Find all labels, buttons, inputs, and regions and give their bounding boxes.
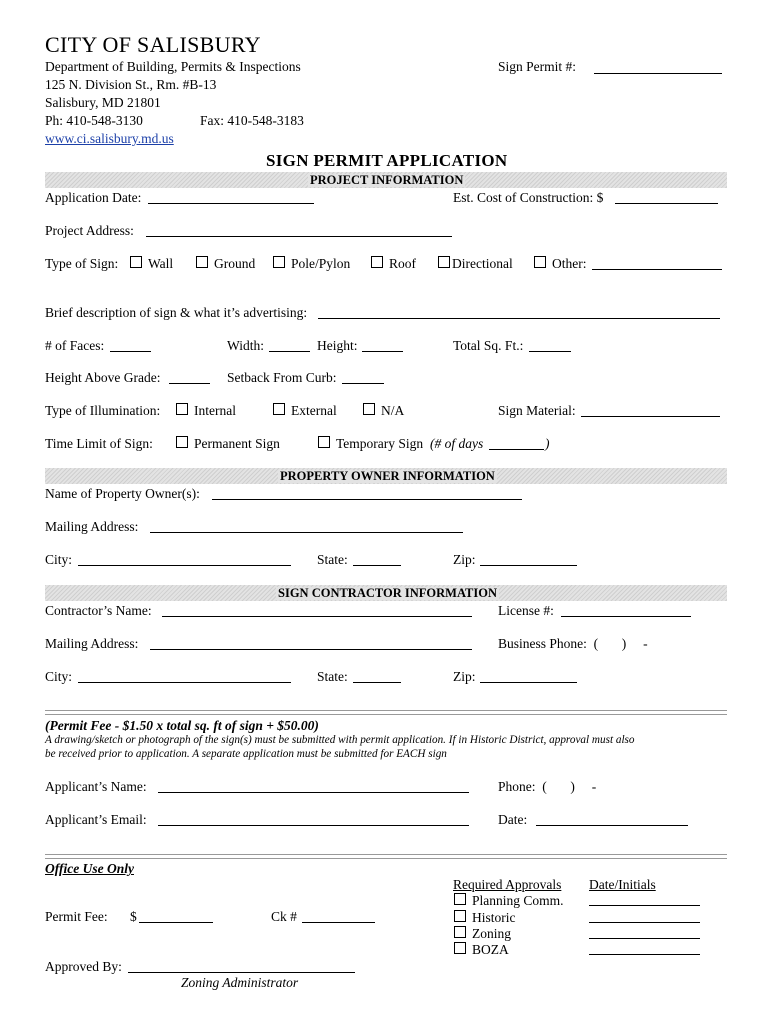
contractor-name-field[interactable] [162, 616, 472, 617]
contractor-mailing-address-label: Mailing Address: [45, 636, 139, 651]
approved-by-field[interactable] [128, 972, 355, 973]
contractor-state-label: State: [317, 669, 348, 684]
owner-mailing-address-label: Mailing Address: [45, 519, 139, 534]
owner-state-field[interactable] [353, 565, 401, 566]
sign-type-roof-checkbox[interactable] [371, 256, 383, 268]
address-line-1: 125 N. Division St., Rm. #B-13 [45, 77, 217, 92]
applicant-email-field[interactable] [158, 825, 469, 826]
submission-note-line-1: A drawing/sketch or photograph of the sign(s) must be submitted with permit application. If in Historic District, approval must also [45, 734, 635, 746]
sign-material-label: Sign Material: [498, 403, 576, 418]
project-information-title: PROJECT INFORMATION [310, 173, 464, 187]
department-name: Department of Building, Permits & Inspections [45, 59, 301, 74]
office-divider [45, 854, 727, 859]
sign-type-wall-checkbox[interactable] [130, 256, 142, 268]
setback-field[interactable] [342, 383, 384, 384]
section-divider [45, 710, 727, 715]
sign-type-pole-checkbox[interactable] [273, 256, 285, 268]
type-of-sign-label: Type of Sign: [45, 256, 119, 271]
height-label: Height: [317, 338, 358, 353]
applicant-date-label: Date: [498, 812, 528, 827]
number-of-days-label: (# of days [430, 436, 484, 451]
planning-comm-label: Planning Comm. [472, 893, 564, 908]
illumination-external-label: External [291, 403, 337, 418]
applicant-name-label: Applicant’s Name: [45, 779, 147, 794]
sign-type-directional-checkbox[interactable] [438, 256, 450, 268]
permit-fee-label: Permit Fee: [45, 909, 108, 924]
width-field[interactable] [269, 351, 310, 352]
planning-comm-date-field[interactable] [589, 905, 700, 906]
permanent-sign-checkbox[interactable] [176, 436, 188, 448]
permit-fee-field[interactable] [139, 922, 213, 923]
property-owner-band [45, 468, 727, 484]
application-date-label: Application Date: [45, 190, 142, 205]
zoning-administrator-caption: Zoning Administrator [181, 975, 299, 990]
applicant-date-field[interactable] [536, 825, 688, 826]
brief-description-label: Brief description of sign & what it’s advertising: [45, 305, 308, 320]
owner-city-label: City: [45, 552, 73, 567]
sign-type-ground-checkbox[interactable] [196, 256, 208, 268]
historic-checkbox[interactable] [454, 910, 466, 922]
contractor-name-label: Contractor’s Name: [45, 603, 152, 618]
sign-type-directional-label: Directional [452, 256, 513, 271]
total-sqft-label: Total Sq. Ft.: [453, 338, 524, 353]
illumination-label: Type of Illumination: [45, 403, 161, 418]
boza-checkbox[interactable] [454, 942, 466, 954]
business-phone-label: Business Phone: ( ) - [498, 636, 648, 651]
sign-type-roof-label: Roof [389, 256, 416, 271]
boza-label: BOZA [472, 942, 509, 957]
contractor-mailing-address-field[interactable] [150, 649, 472, 650]
form-title: SIGN PERMIT APPLICATION [266, 151, 508, 170]
website-link[interactable]: www.ci.salisbury.md.us [45, 131, 174, 146]
applicant-email-label: Applicant’s Email: [45, 812, 147, 827]
historic-label: Historic [472, 910, 516, 925]
height-above-grade-label: Height Above Grade: [45, 370, 161, 385]
contractor-zip-field[interactable] [480, 682, 577, 683]
office-use-only-title: Office Use Only [45, 861, 134, 876]
est-cost-field[interactable] [615, 203, 718, 204]
sign-type-wall-label: Wall [148, 256, 174, 271]
sign-permit-number-label: Sign Permit #: [498, 59, 577, 74]
applicant-phone-label: Phone: ( ) - [498, 779, 597, 794]
approved-by-label: Approved By: [45, 959, 122, 974]
owner-city-field[interactable] [78, 565, 291, 566]
sign-type-pole-label: Pole/Pylon [291, 256, 351, 271]
zoning-label: Zoning [472, 926, 511, 941]
owner-state-label: State: [317, 552, 348, 567]
permanent-sign-label: Permanent Sign [194, 436, 280, 451]
setback-label: Setback From Curb: [227, 370, 337, 385]
illumination-internal-label: Internal [194, 403, 236, 418]
historic-date-field[interactable] [589, 922, 700, 923]
sign-type-other-checkbox[interactable] [534, 256, 546, 268]
brief-description-field[interactable] [318, 318, 720, 319]
fax-number: Fax: 410-548-3183 [200, 113, 304, 128]
sign-type-other-field[interactable] [592, 269, 722, 270]
est-cost-label: Est. Cost of Construction: $ [453, 190, 604, 205]
total-sqft-field[interactable] [529, 351, 571, 352]
permit-fee-dollar-sign: $ [130, 909, 137, 924]
contractor-city-label: City: [45, 669, 73, 684]
required-approvals-header: Required Approvals [453, 877, 562, 892]
owner-zip-label: Zip: [453, 552, 476, 567]
planning-comm-checkbox[interactable] [454, 893, 466, 905]
boza-date-field[interactable] [589, 954, 700, 955]
contractor-state-field[interactable] [353, 682, 401, 683]
application-date-field[interactable] [148, 203, 314, 204]
sign-type-other-label: Other: [552, 256, 587, 271]
check-number-label: Ck # [271, 909, 297, 924]
check-number-field[interactable] [302, 922, 375, 923]
illumination-internal-checkbox[interactable] [176, 403, 188, 415]
project-address-label: Project Address: [45, 223, 134, 238]
illumination-na-checkbox[interactable] [363, 403, 375, 415]
sign-contractor-title: SIGN CONTRACTOR INFORMATION [278, 586, 498, 600]
zoning-date-field[interactable] [589, 938, 700, 939]
permit-fee-note: (Permit Fee - $1.50 x total sq. ft of sign + $50.00) [45, 718, 319, 733]
height-field[interactable] [362, 351, 403, 352]
property-owner-title: PROPERTY OWNER INFORMATION [280, 469, 495, 483]
submission-note-line-2: be received prior to application. A separate application must be submitted for EACH sign [45, 748, 447, 760]
width-label: Width: [227, 338, 264, 353]
project-information-band [45, 172, 727, 188]
temporary-sign-checkbox[interactable] [318, 436, 330, 448]
date-initials-header: Date/Initials [589, 877, 656, 892]
address-line-2: Salisbury, MD 21801 [45, 95, 161, 110]
owner-zip-field[interactable] [480, 565, 577, 566]
temporary-sign-label: Temporary Sign [336, 436, 424, 451]
city-title: CITY OF SALISBURY [45, 32, 261, 57]
sign-type-ground-label: Ground [214, 256, 256, 271]
zoning-checkbox[interactable] [454, 926, 466, 938]
number-of-days-close: ) [545, 436, 550, 451]
contractor-city-field[interactable] [78, 682, 291, 683]
time-limit-label: Time Limit of Sign: [45, 436, 153, 451]
illumination-external-checkbox[interactable] [273, 403, 285, 415]
property-owner-name-field[interactable] [212, 499, 522, 500]
faces-label: # of Faces: [45, 338, 105, 353]
applicant-name-field[interactable] [158, 792, 469, 793]
license-number-label: License #: [498, 603, 554, 618]
sign-contractor-band [45, 585, 727, 601]
faces-field[interactable] [110, 351, 151, 352]
sign-permit-number-field[interactable] [594, 73, 722, 74]
project-address-field[interactable] [146, 236, 452, 237]
illumination-na-label: N/A [381, 403, 405, 418]
phone-number: Ph: 410-548-3130 [45, 113, 143, 128]
number-of-days-field[interactable] [489, 449, 544, 450]
contractor-zip-label: Zip: [453, 669, 476, 684]
license-number-field[interactable] [561, 616, 691, 617]
height-above-grade-field[interactable] [169, 383, 210, 384]
sign-material-field[interactable] [581, 416, 720, 417]
owner-mailing-address-field[interactable] [150, 532, 463, 533]
property-owner-name-label: Name of Property Owner(s): [45, 486, 200, 501]
